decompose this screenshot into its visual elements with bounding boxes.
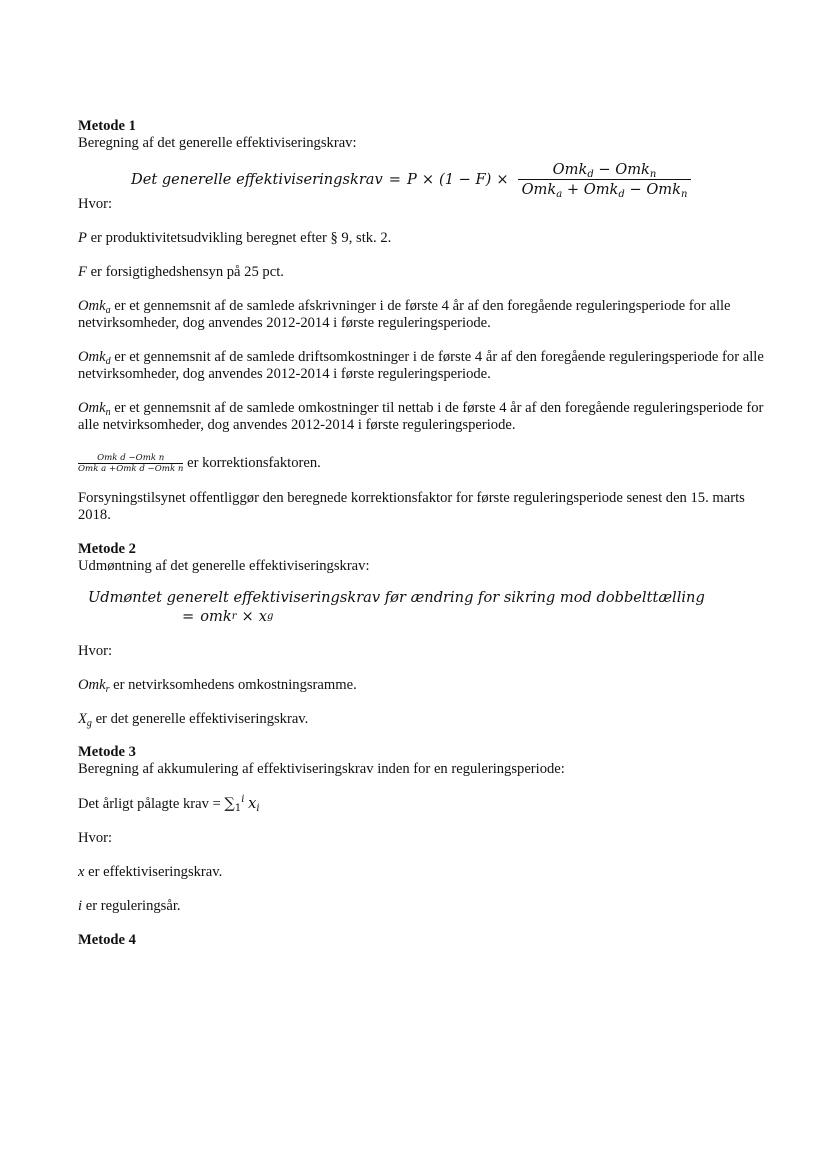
def-omk-d: Omk$_d$ er et gennemsnit af de samlede driftsomkostninger i de første 4 år af den foregående reguleringsperiode for alle netvirksomheder, dog anvendes 2012-2014 i første reguleringsperiode. — [78, 349, 764, 382]
hvor-3: Hvor: — [78, 830, 113, 846]
def-omk-a: Omk$_a$ er et gennemsnit af de samlede afskrivninger i de første 4 år af den foregående reguleringsperiode for alle netvirksomheder, dog anvendes 2012-2014 i første reguleringsperiode. — [78, 298, 731, 331]
def-p: P er produktivitetsudvikling beregnet efter § 9, stk. 2. — [78, 230, 392, 246]
heading-metode-3: Metode 3 — [78, 744, 136, 760]
hvor-1: Hvor: — [78, 196, 113, 212]
heading-metode-2: Metode 2 — [78, 541, 136, 557]
def-x: x er effektiviseringskrav. — [78, 864, 223, 880]
sum-symbol: $\sum_1^i$ — [224, 794, 245, 814]
formula-lhs: Det generelle effektiviseringskrav — [131, 170, 383, 188]
formula-udmoentet-line1: Udmøntet generelt effektiviseringskrav før ændring for sikring mod dobbelttælling — [88, 589, 705, 606]
formula-fraction: $\frac{Omk_d - Omk_n}{Omk_a + Omk_d - Omk_n}$ — [518, 161, 692, 198]
korrektionsfaktor-line: $\frac{\text{Omk d −Omk n}}{\text{Omk a +Omk d −Omk n}}$ er korrektionsfaktoren. — [78, 453, 321, 474]
publish-note: Forsyningstilsynet offentliggør den beregnede korrektionsfaktor for første reguleringsperiode senest den 15. marts 2018. — [78, 490, 745, 523]
heading-metode-1: Metode 1 — [78, 118, 136, 134]
def-x-g: $X_g$ er det generelle effektiviseringskrav. — [78, 711, 309, 729]
metode-3-intro: Beregning af akkumulering af effektiviseringskrav inden for en reguleringsperiode: — [78, 761, 565, 777]
heading-metode-4: Metode 4 — [78, 932, 136, 948]
formula-generelle-krav: Det generelle effektiviseringskrav = P × (1 − F) × $\frac{Omk_d - Omk_n}{Omk_a + Omk_d - Omk_n}$ — [131, 162, 778, 196]
def-f: F er forsigtighedshensyn på 25 pct. — [78, 264, 284, 280]
hvor-2: Hvor: — [78, 643, 113, 659]
small-fraction: $\frac{\text{Omk d −Omk n}}{\text{Omk a +Omk d −Omk n}}$ — [78, 453, 184, 474]
document-page — [78, 118, 778, 949]
metode-1-intro: Beregning af det generelle effektiviseringskrav: — [78, 135, 357, 151]
def-i: i er reguleringsår. — [78, 898, 181, 914]
def-omk-n: Omk$_n$ er et gennemsnit af de samlede omkostninger til nettab i de første 4 år af den foregående reguleringsperiode for alle netvirksomheder, dog anvendes 2012-2014 i første reguleringsperiode. — [78, 400, 764, 433]
formula-aarligt-krav: Det årligt pålagte krav = $\sum_1^i$ $x_i$ — [78, 794, 260, 814]
metode-2-intro: Udmøntning af det generelle effektiviseringskrav: — [78, 558, 370, 574]
def-omk-r: Omk$_r$ er netvirksomhedens omkostningsramme. — [78, 677, 357, 695]
formula-udmoentet-line2: = omk r × x g — [182, 608, 274, 625]
